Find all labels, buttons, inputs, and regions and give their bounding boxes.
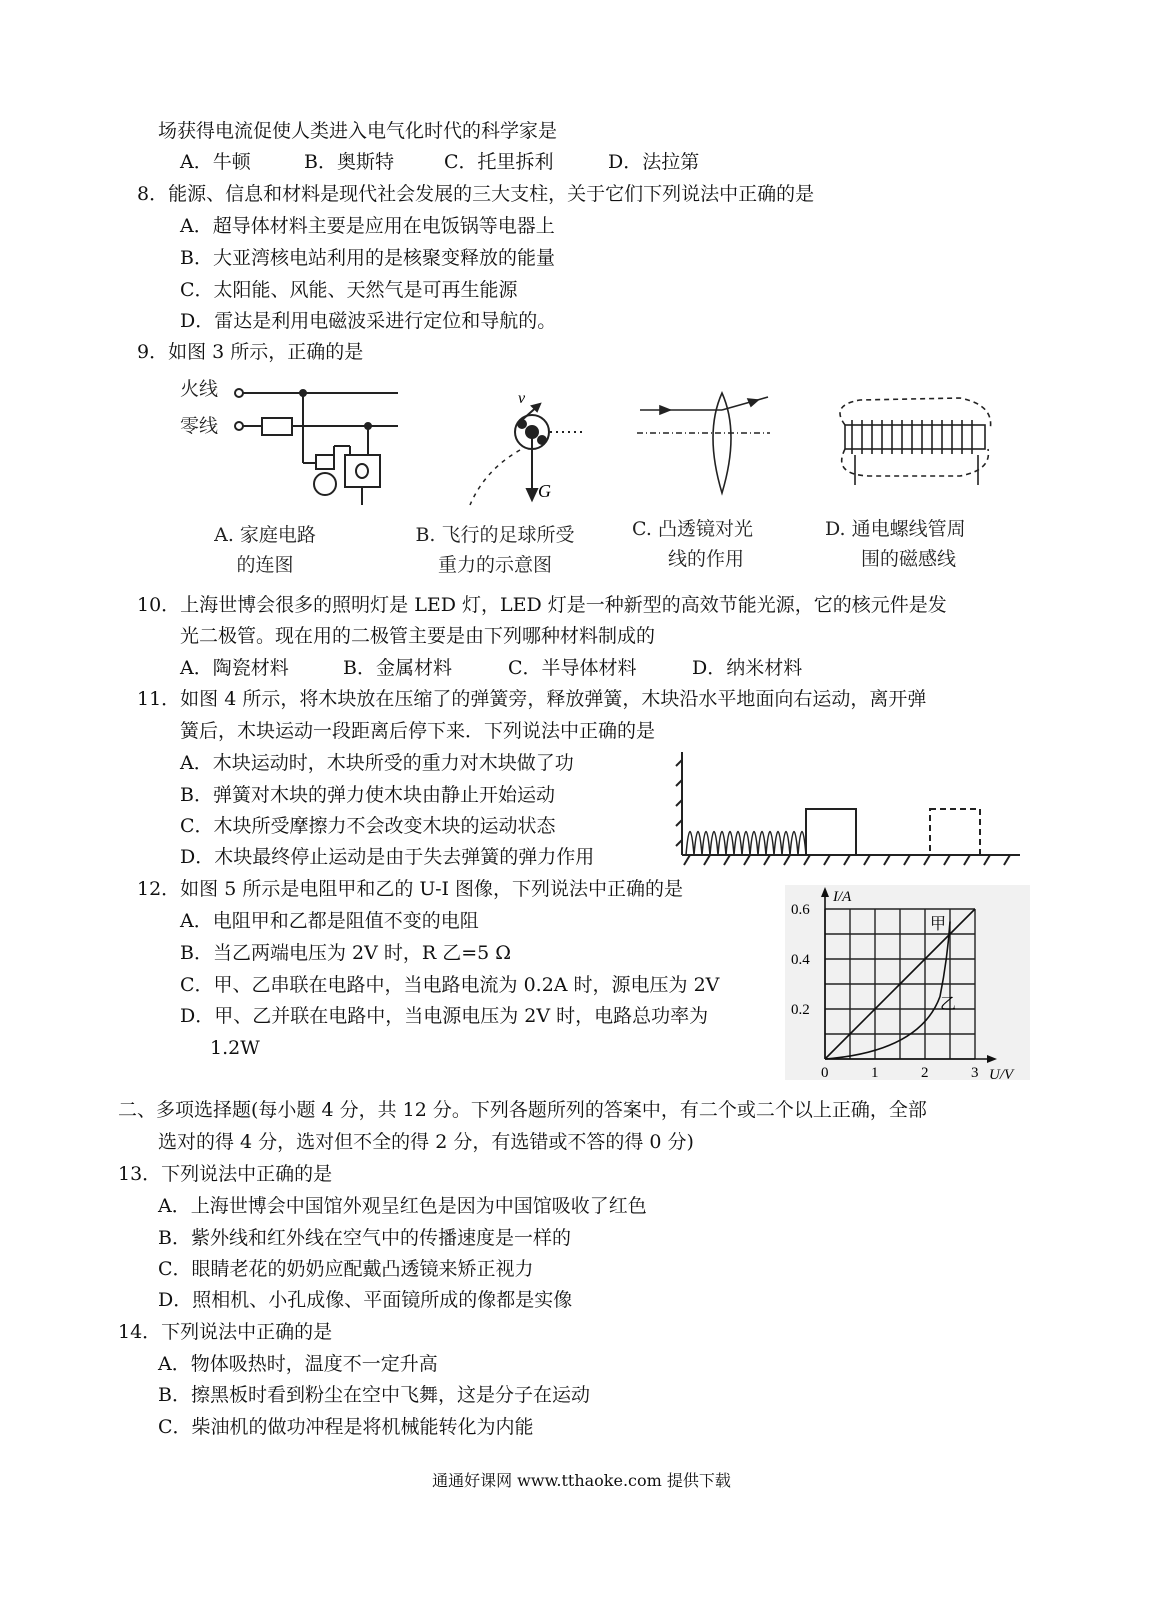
live-wire-label: 火线 bbox=[180, 378, 219, 400]
section2-heading-1: 二、多项选择题(每小题 4 分，共 12 分。下列各题所列的答案中，有二个或二个以上正确，全部 bbox=[118, 1099, 927, 1121]
q14-option-a: A．物体吸热时，温度不一定升高 bbox=[158, 1353, 438, 1375]
q10-option-b: B．金属材料 bbox=[343, 657, 452, 679]
q10-stem-2: 光二极管。现在用的二极管主要是由下列哪种材料制成的 bbox=[180, 625, 656, 647]
q11-stem-2: 簧后，木块运动一段距离后停下来．下列说法中正确的是 bbox=[180, 720, 656, 742]
q14-stem: 14．下列说法中正确的是 bbox=[118, 1321, 333, 1343]
x-tick-label: 0 bbox=[821, 1065, 829, 1081]
velocity-label: v bbox=[518, 390, 526, 407]
q13-stem: 13．下列说法中正确的是 bbox=[118, 1163, 333, 1185]
q11-option-c: C．木块所受摩擦力不会改变木块的运动状态 bbox=[180, 815, 556, 837]
q8-option-b: B．大亚湾核电站利用的是核聚变释放的能量 bbox=[180, 247, 555, 269]
q12-option-c: C．甲、乙串联在电路中，当电路电流为 0.2A 时，源电压为 2V bbox=[180, 974, 720, 996]
section2-heading-2: 选对的得 4 分，选对但不全的得 2 分，有选错或不答的得 0 分) bbox=[158, 1131, 694, 1153]
q14-option-b: B．擦黑板时看到粉尘在空中飞舞，这是分子在运动 bbox=[158, 1384, 590, 1406]
gravity-label: G bbox=[538, 481, 551, 501]
x-tick-label: 1 bbox=[871, 1065, 879, 1081]
q11-option-d: D．木块最终停止运动是由于失去弹簧的弹力作用 bbox=[180, 846, 595, 868]
footer-source: 通通好课网 www.tthaoke.com 提供下载 bbox=[432, 1471, 731, 1490]
q9-stem: 9．如图 3 所示，正确的是 bbox=[137, 341, 364, 363]
q13-option-c: C．眼睛老花的奶奶应配戴凸透镜来矫正视力 bbox=[158, 1258, 534, 1280]
q12-option-d: D．甲、乙并联在电路中，当电源电压为 2V 时，电路总功率为 bbox=[180, 1005, 709, 1027]
q7-option-d: D．法拉第 bbox=[608, 151, 700, 173]
q12-option-b: B．当乙两端电压为 2V 时，R 乙=5 Ω bbox=[180, 942, 511, 964]
y-tick-label: 0.2 bbox=[791, 1002, 810, 1018]
q12-option-d-cont: 1.2W bbox=[210, 1037, 260, 1059]
q11-stem-1: 11．如图 4 所示，将木块放在压缩了的弹簧旁，释放弹簧，木块沿水平地面向右运动，离开弹 bbox=[137, 688, 927, 710]
y-axis-label: I/A bbox=[833, 889, 852, 905]
neutral-wire-label: 零线 bbox=[180, 415, 219, 437]
q10-stem-1: 10．上海世博会很多的照明灯是 LED 灯，LED 灯是一种新型的高效节能光源，它的核元件是发 bbox=[137, 594, 947, 616]
y-tick-label: 0.6 bbox=[791, 902, 810, 918]
q12-option-a: A．电阻甲和乙都是阻值不变的电阻 bbox=[180, 910, 479, 932]
fig3-caption-d: D. 通电螺线管周 围的磁感线 bbox=[825, 518, 966, 570]
series-label-jia: 甲 bbox=[930, 914, 947, 933]
q7-stem-cont: 场获得电流促使人类进入电气化时代的科学家是 bbox=[158, 120, 558, 142]
q10-option-c: C．半导体材料 bbox=[508, 657, 637, 679]
q10-option-d: D．纳米材料 bbox=[692, 657, 803, 679]
q8-option-c: C．太阳能、风能、天然气是可再生能源 bbox=[180, 279, 518, 301]
q13-option-b: B．紫外线和红外线在空气中的传播速度是一样的 bbox=[158, 1227, 571, 1249]
series-label-yi: 乙 bbox=[940, 994, 957, 1013]
q12-stem: 12．如图 5 所示是电阻甲和乙的 U-I 图像，下列说法中正确的是 bbox=[137, 878, 684, 900]
ui-graph-figure-5 bbox=[785, 885, 1030, 1083]
q8-option-d: D．雷达是利用电磁波采进行定位和导航的。 bbox=[180, 310, 557, 332]
q14-option-c: C．柴油机的做功冲程是将机械能转化为内能 bbox=[158, 1416, 534, 1438]
q8-stem: 8．能源、信息和材料是现代社会发展的三大支柱，关于它们下列说法中正确的是 bbox=[137, 183, 815, 205]
q13-option-d: D．照相机、小孔成像、平面镜所成的像都是实像 bbox=[158, 1289, 573, 1311]
chart-background bbox=[785, 885, 1030, 1080]
q7-option-c: C．托里拆利 bbox=[444, 151, 554, 173]
fig3-caption-a: A. 家庭电路 的连图 bbox=[214, 524, 316, 576]
x-tick-label: 2 bbox=[921, 1065, 929, 1081]
y-tick-label: 0.4 bbox=[791, 952, 810, 968]
q7-option-b: B．奥斯特 bbox=[304, 151, 394, 173]
fig3-caption-b: B. 飞行的足球所受 重力的示意图 bbox=[415, 524, 575, 576]
q13-option-a: A．上海世博会中国馆外观呈红色是因为中国馆吸收了红色 bbox=[158, 1195, 647, 1217]
q7-option-a: A．牛顿 bbox=[180, 151, 251, 173]
q11-option-b: B．弹簧对木块的弹力使木块由静止开始运动 bbox=[180, 784, 555, 806]
x-tick-label: 3 bbox=[971, 1065, 979, 1081]
x-axis-label: U/V bbox=[989, 1067, 1014, 1083]
q8-option-a: A．超导体材料主要是应用在电饭锅等电器上 bbox=[180, 215, 555, 237]
fig3-caption-c: C. 凸透镜对光 线的作用 bbox=[632, 518, 753, 570]
q11-option-a: A．木块运动时，木块所受的重力对木块做了功 bbox=[180, 752, 574, 774]
q10-option-a: A．陶瓷材料 bbox=[180, 657, 289, 679]
